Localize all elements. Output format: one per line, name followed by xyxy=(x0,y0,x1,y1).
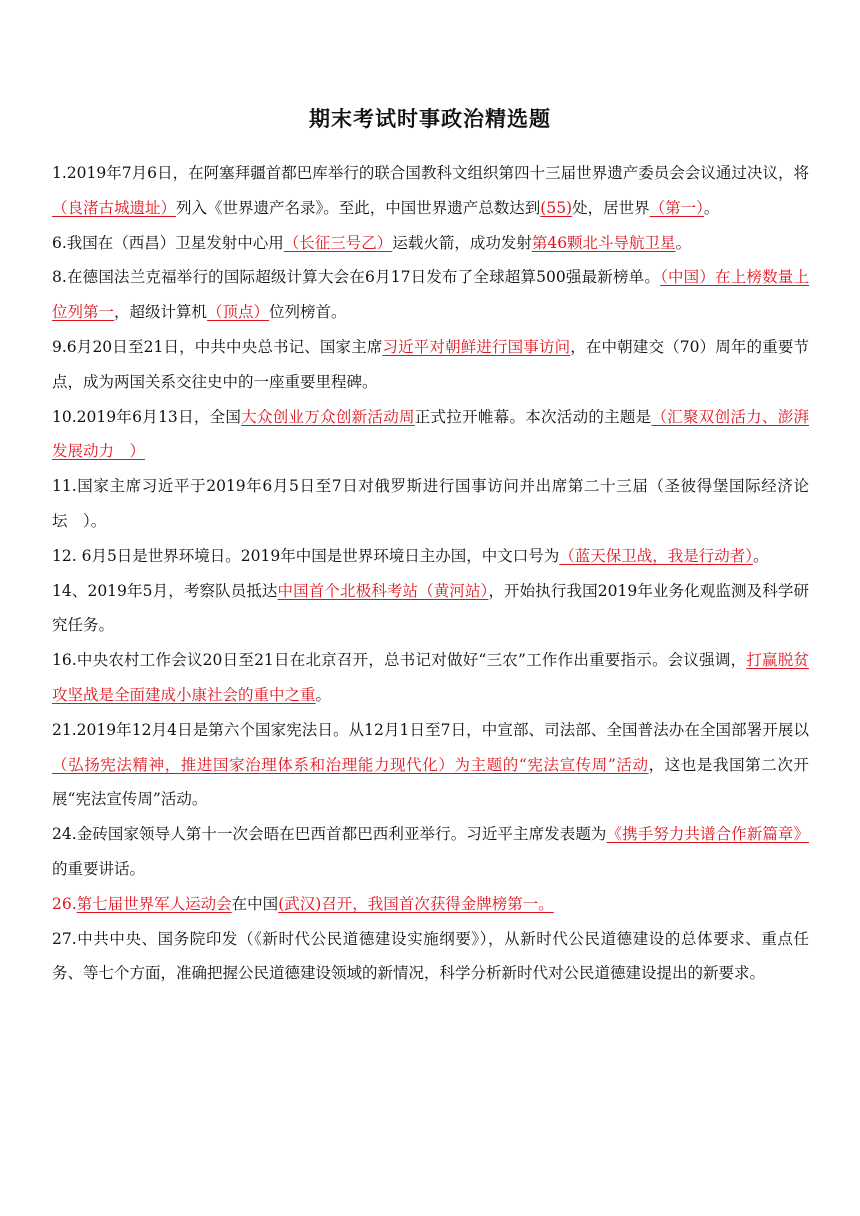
question-text: 位列榜首。 xyxy=(269,303,347,322)
question-text: 11.国家主席习近平于2019年6月5日至7日对俄罗斯进行国事访问并出席第二十三届（圣彼得堡国际经济论坛 ）。 xyxy=(52,477,809,530)
answer-text: (55) xyxy=(540,198,573,217)
answer-text: 大众创业万众创新活动周 xyxy=(241,407,415,426)
answer-text: （蓝天保卫战，我是行动者） xyxy=(559,546,754,565)
question-text: 10.2019年6月13日，全国 xyxy=(52,407,242,426)
answer-text: 中国首个北极科考站（黄河站） xyxy=(277,581,489,600)
answer-text: （汇聚双创活力、澎湃发展动力 ） xyxy=(52,407,809,461)
question-text: ，超级计算机 xyxy=(114,303,208,322)
question-text: 8.在德国法兰克福举行的国际超级计算大会在6月17日发布了全球超算500强最新榜单。 xyxy=(52,268,661,287)
answer-text: （弘扬宪法精神，推进国家治理体系和治理能力现代化）为主题的“宪法宣传周”活动 xyxy=(52,755,649,774)
question-text: 21.2019年12月4日是第六个国家宪法日。从12月1日至7日，中宣部、司法部、全国普法办在全国部署开展以 xyxy=(52,720,809,739)
answer-text: （顶点） xyxy=(207,303,270,322)
question-q9 xyxy=(52,330,809,400)
question-text: ，这也是我国第二次开展“宪法宣传周”活动。 xyxy=(52,755,809,809)
question-q26 xyxy=(52,887,809,922)
question-number: 26. xyxy=(52,894,77,913)
question-list xyxy=(52,156,809,991)
question-text: 14、2019年5月，考察队员抵达 xyxy=(52,581,278,600)
answer-text: 第七届世界军人运动会 xyxy=(76,894,232,913)
question-text: 24.金砖国家领导人第十一次会晤在巴西首都巴西利亚举行。习近平主席发表题为 xyxy=(52,825,607,844)
question-text: 。 xyxy=(675,233,692,252)
question-q10 xyxy=(52,400,809,470)
question-text: 。 xyxy=(703,198,720,217)
answer-text: 《携手努力共谱合作新篇章》 xyxy=(606,825,809,844)
question-text: 处，居世界 xyxy=(572,198,650,217)
question-q21 xyxy=(52,713,809,817)
question-q14 xyxy=(52,574,809,644)
question-q27 xyxy=(52,922,809,992)
question-text: 列入《世界遗产名录》。至此，中国世界遗产总数达到 xyxy=(176,198,541,217)
answer-text: （长征三号乙） xyxy=(283,233,393,252)
question-text: 27.中共中央、国务院印发（《新时代公民道德建设实施纲要》），从新时代公民道德建设的总体要求、重点任务、等七个方面，准确把握公民道德建设领域的新情况，科学分析新时代对公民道德建设提出的新要求。 xyxy=(52,929,809,983)
answer-text: （良渚古城遗址） xyxy=(52,198,177,217)
question-text: ，开始执行我国2019年业务化观监测及科学研究任务。 xyxy=(52,581,809,635)
answer-text: （第一） xyxy=(649,198,704,217)
question-text: 正式拉开帷幕。本次活动的主题是 xyxy=(414,407,652,426)
question-text: 9.6月20日至21日，中共中央总书记、国家主席 xyxy=(52,337,383,356)
answer-text: 第46颗北斗导航卫星 xyxy=(531,233,676,252)
answer-text: (武汉)召开，我国首次获得金牌榜第一。 xyxy=(278,894,554,913)
question-q1 xyxy=(52,156,809,226)
question-q8 xyxy=(52,260,809,330)
page-title: 期末考试时事政治精选题 xyxy=(309,107,551,131)
question-text: 。 xyxy=(315,685,332,704)
answer-text: 打赢脱贫攻坚战是全面建成小康社会的重中之重 xyxy=(52,651,809,704)
question-q12 xyxy=(52,539,809,574)
question-text: ，在中朝建交（70）周年的重要节点，成为两国关系交往史中的一座重要里程碑。 xyxy=(52,337,809,391)
question-q6 xyxy=(52,226,809,261)
answer-text: （中国）在上榜数量上位列第一 xyxy=(52,268,809,322)
question-text: 1.2019年7月6日，在阿塞拜疆首都巴库举行的联合国教科文组织第四十三届世界遗产委员会会议通过决议，将 xyxy=(52,164,809,182)
question-text: 6.我国在（西昌）卫星发射中心用 xyxy=(52,233,284,252)
question-text: 16.中央农村工作会议20日至21日在北京召开，总书记对做好“三农”工作作出重要指示。会议强调， xyxy=(52,651,747,670)
question-q16 xyxy=(52,643,809,713)
answer-text: 习近平对朝鲜进行国事访问 xyxy=(382,337,571,356)
question-text: 运载火箭，成功发射 xyxy=(392,233,532,252)
question-text: 。 xyxy=(753,546,769,565)
question-q11 xyxy=(52,469,809,539)
question-text: 的重要讲话。 xyxy=(52,859,146,878)
question-text: 12. 6月5日是世界环境日。2019年中国是世界环境日主办国，中文口号为 xyxy=(52,546,560,565)
question-text: 在中国 xyxy=(231,894,279,913)
question-q24 xyxy=(52,817,809,887)
